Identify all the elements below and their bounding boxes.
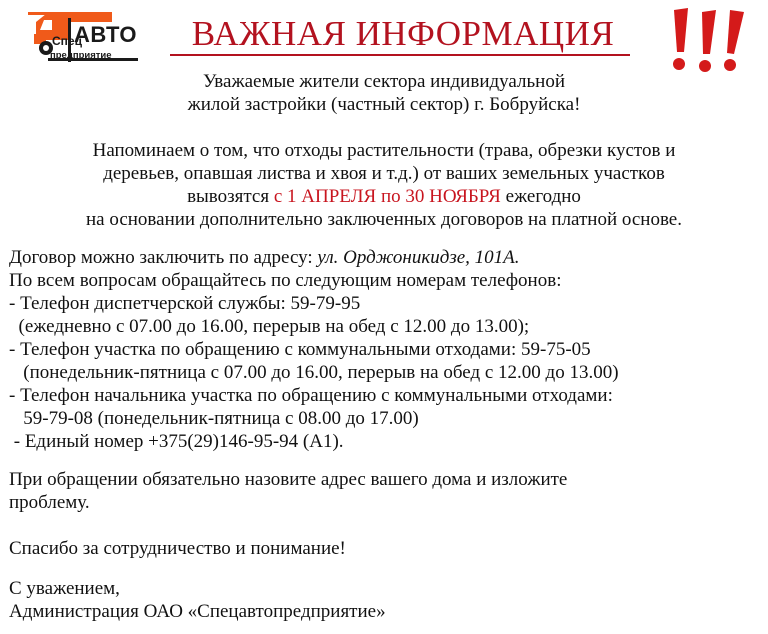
signature-line-2: Администрация ОАО «Спецавтопредприятие»	[9, 601, 386, 622]
contacts-intro: По всем вопросам обращайтесь по следующим номерам телефонов:	[9, 270, 562, 291]
reminder-line-2: деревьев, опавшая листва и хвоя и т.д.) от ваших земельных участков	[103, 163, 665, 184]
greeting-line-2: жилой застройки (частный сектор) г. Бобруйска!	[187, 94, 581, 115]
logo-spec-text: Спец	[52, 34, 82, 48]
triple-exclamation-icon	[660, 6, 756, 76]
address-label: Договор можно заключить по адресу:	[9, 247, 318, 268]
thanks-text: Спасибо за сотрудничество и понимание!	[9, 538, 346, 559]
contact-line-single-number: - Единый номер +375(29)146-95-94 (А1).	[9, 431, 344, 452]
page-title: ВАЖНАЯ ИНФОРМАЦИЯ	[191, 14, 615, 53]
title-underline	[170, 54, 630, 56]
request-line-2: проблему.	[9, 492, 90, 513]
signature-line-1: С уважением,	[9, 578, 120, 599]
contact-line-dispatch-hours: (ежедневно с 07.00 до 16.00, перерыв на обед с 12.00 до 13.00);	[9, 316, 530, 337]
reminder-line-3-pre: вывозятся	[187, 186, 274, 207]
greeting-line-1: Уважаемые жители сектора индивидуальной	[203, 71, 565, 92]
company-logo	[0, 0, 150, 75]
reminder-period-highlight: с 1 АПРЕЛЯ по 30 НОЯБРЯ	[273, 186, 501, 207]
contact-line-chief-hours: 59-79-08 (понедельник-пятница с 08.00 до 17.00)	[9, 408, 419, 429]
address-value: ул. Орджоникидзе, 101А.	[317, 247, 520, 268]
contact-line-site-hours: (понедельник-пятница с 07.00 до 16.00, перерыв на обед с 12.00 до 13.00)	[9, 362, 619, 383]
contact-line-dispatch: - Телефон диспетчерской службы: 59-79-95	[9, 293, 361, 314]
reminder-line-4: на основании дополнительно заключенных договоров на платной основе.	[86, 209, 682, 230]
contact-line-chief: - Телефон начальника участка по обращению с коммунальными отходами:	[9, 385, 613, 406]
contact-line-site: - Телефон участка по обращению с коммунальными отходами: 59-75-05	[9, 339, 591, 360]
contract-address	[9, 246, 520, 269]
reminder-line-3-post: ежегодно	[500, 186, 581, 207]
reminder-line-3	[0, 185, 768, 208]
logo-pred-text: предприятие	[50, 50, 112, 61]
reminder-line-1: Напоминаем о том, что отходы растительности (трава, обрезки кустов и	[92, 140, 676, 161]
logo-avto-text: АВТО	[74, 22, 137, 47]
request-line-1: При обращении обязательно назовите адрес вашего дома и изложите	[9, 469, 568, 490]
